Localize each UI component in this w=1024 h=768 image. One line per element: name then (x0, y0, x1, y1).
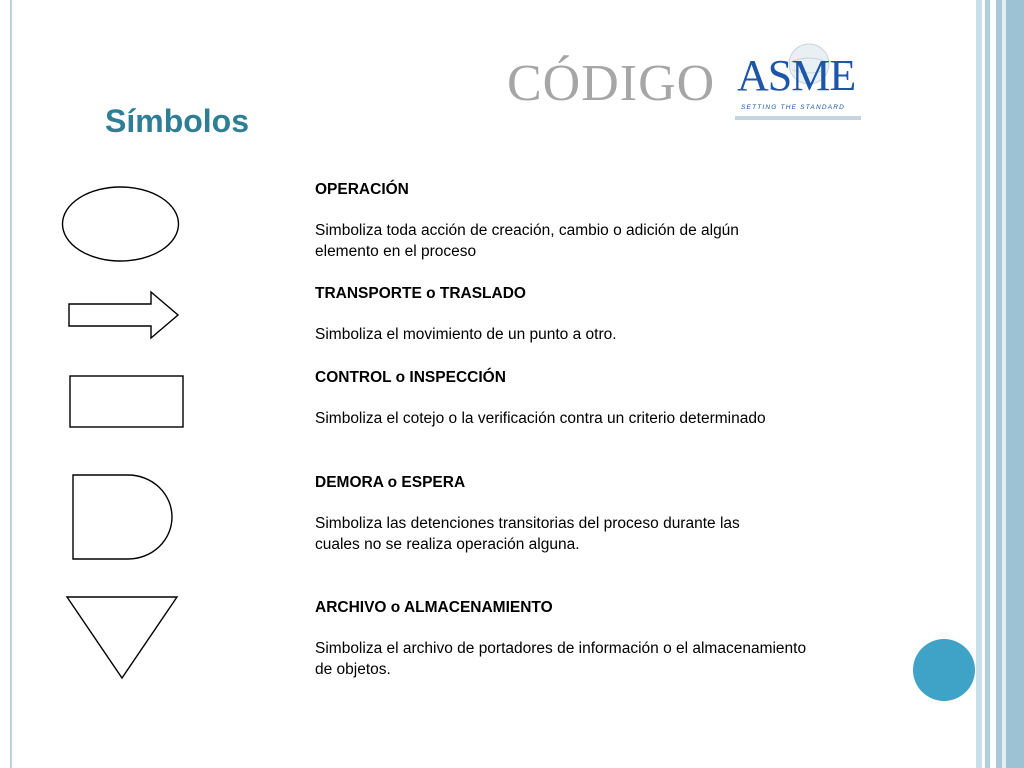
page-title: CÓDIGO (507, 55, 716, 112)
circle-operation-icon (58, 183, 184, 265)
square-inspection-icon (66, 372, 188, 432)
entry-delay (315, 473, 835, 555)
entry-storage (315, 598, 835, 680)
entry-inspection (315, 368, 835, 430)
left-frame-border (0, 0, 12, 768)
entry-title: DEMORA o ESPERA (315, 474, 466, 491)
section-heading: Símbolos (105, 103, 250, 139)
triangle-storage-icon (62, 592, 182, 684)
entry-description: Simboliza el movimiento de un punto a otro. (315, 326, 617, 343)
asme-logo (731, 40, 867, 126)
right-frame-stripes (975, 0, 1024, 768)
entry-title: OPERACIÓN (315, 181, 409, 198)
asme-wordmark: ASME (737, 51, 856, 100)
entry-operation (315, 180, 835, 262)
entry-description: Simboliza el archivo de portadores de información o el almacenamiento de objetos. (315, 640, 807, 678)
entry-title: TRANSPORTE o TRASLADO (315, 285, 526, 302)
decorative-circle (913, 639, 975, 701)
entry-title: ARCHIVO o ALMACENAMIENTO (315, 599, 553, 616)
arrow-transport-icon (64, 288, 184, 344)
entry-description: Simboliza las detenciones transitorias del proceso durante las cuales no se realiza operación alguna. (315, 515, 740, 553)
entry-description: Simboliza toda acción de creación, cambio o adición de algún elemento en el proceso (315, 222, 739, 260)
entry-transport (315, 284, 835, 346)
entry-title: CONTROL o INSPECCIÓN (315, 369, 506, 386)
entry-description: Simboliza el cotejo o la verificación contra un criterio determinado (315, 410, 766, 427)
asme-tagline: SETTING THE STANDARD (741, 104, 846, 111)
d-shape-delay-icon (68, 470, 180, 564)
